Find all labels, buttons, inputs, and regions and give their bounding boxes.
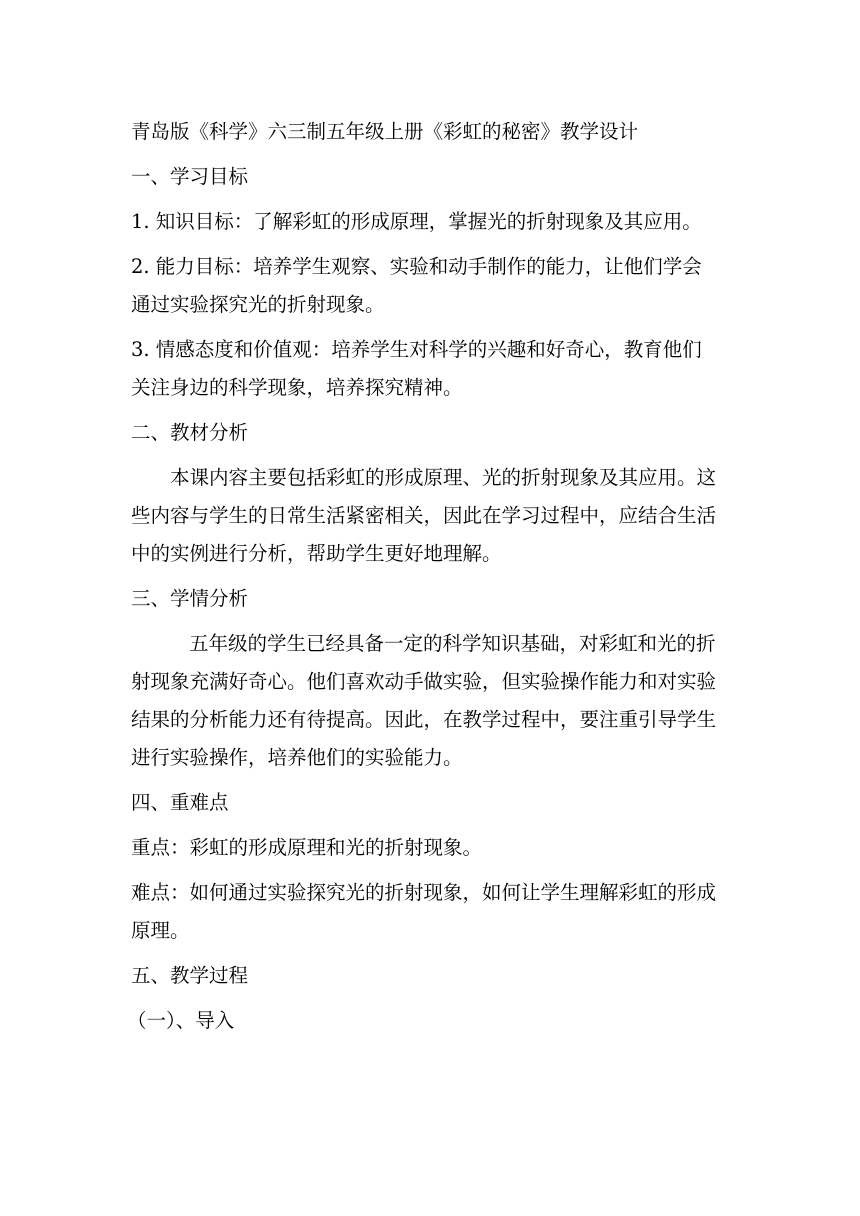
objective-attitude [131,331,731,407]
section-heading-teaching-process: 五、教学过程 [131,964,249,987]
key-point: 重点：彩虹的形成原理和光的折射现象。 [131,836,483,859]
difficult-point-line-2: 原理。 [131,919,190,942]
textbook-analysis-line-2: 些内容与学生的日常生活紧密相关，因此在学习过程中，应结合生活 [131,504,717,527]
section-heading-textbook-analysis: 二、教材分析 [131,421,249,444]
textbook-analysis-line-3: 中的实例进行分析，帮助学生更好地理解。 [131,542,502,565]
textbook-analysis-paragraph [131,459,731,573]
document-body [127,113,731,1047]
student-analysis-line-3: 结果的分析能力还有待提高。因此，在教学过程中，要注重引导学生 [131,708,717,731]
objective-ability [131,248,731,324]
objective-attitude-line-2: 关注身边的科学现象，培养探究精神。 [131,376,463,399]
objective-ability-line-2: 通过实验探究光的折射现象。 [131,293,385,316]
objective-ability-line-1: 2. 能力目标：培养学生观察、实验和动手制作的能力，让他们学会 [131,255,702,278]
difficult-point-line-1: 难点：如何通过实验探究光的折射现象，如何让学生理解彩虹的形成 [131,881,717,904]
section-heading-learning-objectives: 一、学习目标 [131,165,249,188]
objective-knowledge: 1. 知识目标：了解彩虹的形成原理，掌握光的折射现象及其应用。 [131,210,702,233]
section-heading-key-difficult-points: 四、重难点 [131,791,229,814]
objective-attitude-line-1: 3. 情感态度和价值观：培养学生对科学的兴趣和好奇心，教育他们 [131,338,702,361]
document-title: 青岛版《科学》六三制五年级上册《彩虹的秘密》教学设计 [131,120,639,143]
section-heading-student-analysis: 三、学情分析 [131,587,249,610]
subsection-introduction: （一）、导入 [127,1009,235,1032]
student-analysis-line-1: 五年级的学生已经具备一定的科学知识基础，对彩虹和光的折 [189,632,716,655]
difficult-point [131,874,731,950]
student-analysis-paragraph [131,625,731,777]
student-analysis-line-4: 进行实验操作，培养他们的实验能力。 [131,746,463,769]
textbook-analysis-line-1: 本课内容主要包括彩虹的形成原理、光的折射现象及其应用。这 [170,466,717,489]
student-analysis-line-2: 射现象充满好奇心。他们喜欢动手做实验，但实验操作能力和对实验 [131,670,717,693]
